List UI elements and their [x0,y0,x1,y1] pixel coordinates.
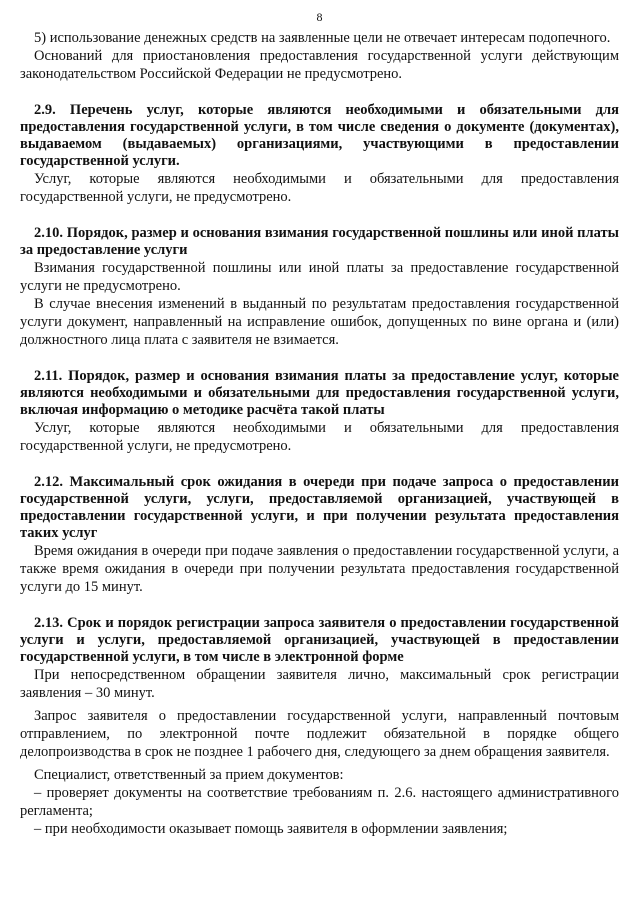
document-body [20,29,619,838]
list-item-5: 5) использование денежных средств на заявленные цели не отвечает интересам подопечного. [34,30,611,46]
list-item-check-documents: – проверяет документы на соответствие требованиям п. 2.6. настоящего административного регламента; [20,785,619,819]
section-2-12-text: Время ожидания в очереди при подаче заявления о предоставлении государственной услуги, а также время ожидания в очереди при получении результата предоставления государственной услуги до 15 минут. [20,543,619,595]
section-2-13-text-2: Запрос заявителя о предоставлении государственной услуги, направленный почтовым отправлением, по электронной почте подлежит обязательной в порядке общего делопроизводства в срок не позднее 1 рабочего дня, следующего за днем обращения заявителя. [20,708,619,760]
section-2-13-text-3: Специалист, ответственный за прием документов: [34,767,344,783]
section-2-13-heading: 2.13. Срок и порядок регистрации запроса заявителя о предоставлении государственной услуги и услуги, предоставляемой организацией, участвующей в предоставлении государственной услуги, в том числе в электронной форме [20,615,619,665]
page-number: 8 [316,10,323,24]
section-2-9-text: Услуг, которые являются необходимыми и обязательными для предоставления государственной услуги, не предусмотрено. [20,171,619,205]
section-2-10-text-2: В случае внесения изменений в выданный по результатам предоставления государственной услуги документ, направленный на исправление ошибок, допущенных по вине органа и (или) должностного лица плата с заявителя не взимается. [20,296,619,348]
section-2-11-heading: 2.11. Порядок, размер и основания взимания платы за предоставление услуг, которые являются необходимыми и обязательными для предоставления государственной услуги, включая информацию о методике расчёта такой платы [20,368,619,418]
list-item-assist-applicant: – при необходимости оказывает помощь заявителя в оформлении заявления; [34,821,508,837]
section-2-9-heading: 2.9. Перечень услуг, которые являются необходимыми и обязательными для предоставления государственной услуги, в том числе сведения о документе (документах), выдаваемом (выдаваемых) организациями, участвующими в предоставлении государственной услуги. [20,102,619,169]
section-2-10-text-1: Взимания государственной пошлины или иной платы за предоставление государственной услуги не предусмотрено. [20,260,619,294]
section-2-12-heading: 2.12. Максимальный срок ожидания в очереди при подаче запроса о предоставлении государственной услуги, услуги, предоставляемой организацией, участвующей в предоставлении государственной услуги, и при получении результата предоставления таких услуг [20,474,619,541]
section-2-13-text-1: При непосредственном обращении заявителя лично, максимальный срок регистрации заявления – 30 минут. [20,667,619,701]
section-2-10-heading: 2.10. Порядок, размер и основания взимания государственной пошлины или иной платы за предоставление услуги [20,225,619,258]
paragraph-suspension-grounds: Оснований для приостановления предоставления государственной услуги действующим законодательством Российской Федерации не предусмотрено. [20,48,619,82]
section-2-11-text: Услуг, которые являются необходимыми и обязательными для предоставления государственной услуги, не предусмотрено. [20,420,619,454]
